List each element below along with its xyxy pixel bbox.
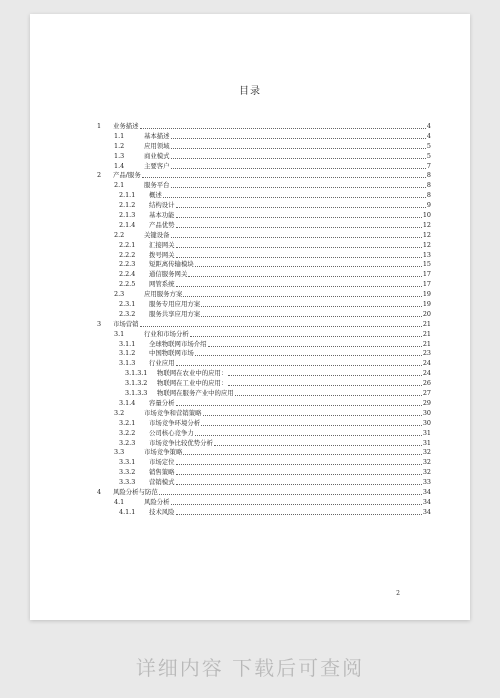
toc-entry-page: 33 <box>422 478 431 487</box>
toc-entry[interactable] <box>97 191 431 201</box>
toc-entry-number: 4.1.1 <box>119 507 136 516</box>
toc-entry-title: 汇接网关 <box>149 240 175 249</box>
toc-entry-number: 2.2.2 <box>119 250 136 259</box>
toc-entry-number: 1.2 <box>114 141 125 150</box>
toc-entry[interactable] <box>97 340 431 350</box>
toc-leader-dots <box>176 478 422 485</box>
toc-entry-page: 31 <box>422 438 431 447</box>
toc-entry-number: 2.3 <box>114 290 125 299</box>
toc-entry-number: 2.2.3 <box>119 260 136 269</box>
toc-entry[interactable] <box>97 132 431 142</box>
toc-entry-number: 3.1.4 <box>119 398 136 407</box>
toc-entry[interactable] <box>97 290 431 300</box>
toc-leader-dots <box>171 162 426 169</box>
toc-leader-dots <box>171 181 426 188</box>
toc-entry-title: 技术风险 <box>149 507 175 516</box>
toc-entry[interactable] <box>97 201 431 211</box>
toc-entry-page: 21 <box>422 339 431 348</box>
toc-leader-dots <box>203 409 422 416</box>
toc-entry-number: 2.2.1 <box>119 240 136 249</box>
toc-entry-title: 拨号网关 <box>149 250 175 259</box>
toc-entry-number: 2.1 <box>114 181 125 190</box>
toc-entry-title: 结构设计 <box>149 201 175 210</box>
toc-entry[interactable] <box>97 379 431 389</box>
toc-leader-dots <box>201 300 422 307</box>
toc-leader-dots <box>195 429 422 436</box>
toc-entry-page: 15 <box>422 260 431 269</box>
toc-entry[interactable] <box>97 231 431 241</box>
toc-entry-page: 30 <box>422 418 431 427</box>
toc-entry[interactable] <box>97 142 431 152</box>
toc-entry-page: 17 <box>422 270 431 279</box>
toc-entry-number: 1.4 <box>114 161 125 170</box>
toc-leader-dots <box>208 340 422 347</box>
toc-entry-number: 3.1.1 <box>119 339 136 348</box>
toc-entry-page: 13 <box>422 250 431 259</box>
toc-leader-dots <box>176 221 422 228</box>
toc-entry-title: 商业模式 <box>144 151 170 160</box>
toc-entry[interactable] <box>97 310 431 320</box>
toc-entry-title: 应用领域 <box>144 141 170 150</box>
page-title: 目录 <box>239 86 261 97</box>
toc-entry[interactable] <box>97 280 431 290</box>
toc-entry-number: 2.1.2 <box>119 201 136 210</box>
toc-entry-page: 27 <box>422 389 431 398</box>
toc-entry-page: 8 <box>426 171 431 180</box>
toc-entry-page: 23 <box>422 349 431 358</box>
toc-entry-page: 34 <box>422 487 431 496</box>
toc-entry[interactable] <box>97 260 431 270</box>
toc-leader-dots <box>142 171 426 178</box>
toc-leader-dots <box>171 231 422 238</box>
toc-leader-dots <box>176 280 422 287</box>
toc-entry-number: 4.1 <box>114 497 125 506</box>
toc-leader-dots <box>201 310 422 317</box>
toc-entry-number: 1.3 <box>114 151 125 160</box>
toc-leader-dots <box>140 122 426 129</box>
toc-entry-number: 3.1.3 <box>119 359 136 368</box>
page-number: 2 <box>396 590 400 597</box>
toc-entry[interactable] <box>97 320 431 330</box>
toc-entry-number: 2 <box>97 171 102 180</box>
toc-entry-page: 31 <box>422 428 431 437</box>
toc-entry-title: 物联网在工业中的应用： <box>157 379 228 388</box>
toc-entry-title: 风险分析与防范 <box>113 487 158 496</box>
toc-leader-dots <box>235 389 422 396</box>
toc-entry-title: 网管系统 <box>149 280 175 289</box>
toc-leader-dots <box>176 359 422 366</box>
toc-entry-number: 3.1.3.2 <box>125 379 148 388</box>
toc-entry-title: 主要客户 <box>144 161 170 170</box>
toc-entry-number: 4 <box>97 487 102 496</box>
toc-entry-page: 19 <box>422 300 431 309</box>
toc-entry-number: 1 <box>97 122 102 130</box>
toc-entry-title: 产品/服务 <box>113 171 141 180</box>
toc-entry-title: 物联网在农业中的应用： <box>157 369 228 378</box>
toc-entry-title: 市场营销 <box>113 319 139 328</box>
toc-entry-number: 3.2.1 <box>119 418 136 427</box>
toc-entry-title: 业务描述 <box>113 122 139 130</box>
toc-leader-dots <box>176 211 422 218</box>
toc-entry-title: 短距离传输模块 <box>149 260 194 269</box>
toc-entry-page: 7 <box>426 161 431 170</box>
toc-entry-page: 8 <box>426 181 431 190</box>
toc-entry-number: 3.1 <box>114 329 125 338</box>
toc-leader-dots <box>171 142 426 149</box>
toc-entry[interactable] <box>97 448 431 458</box>
toc-entry[interactable] <box>97 488 431 498</box>
toc-entry-number: 3.2 <box>114 408 125 417</box>
toc-entry-number: 3.1.3.1 <box>125 369 148 378</box>
toc-leader-dots <box>183 448 422 455</box>
toc-entry[interactable] <box>97 181 431 191</box>
toc-leader-dots <box>228 379 422 386</box>
toc-entry-page: 9 <box>426 201 431 210</box>
toc-entry-title: 市场定位 <box>149 458 175 467</box>
toc-entry-number: 3.2.3 <box>119 438 136 447</box>
toc-leader-dots <box>183 290 422 297</box>
toc-entry[interactable] <box>97 439 431 449</box>
toc-entry-number: 3.3.1 <box>119 458 136 467</box>
toc-leader-dots <box>176 201 426 208</box>
toc-entry-title: 销售策略 <box>149 468 175 477</box>
toc-entry-number: 2.1.3 <box>119 211 136 220</box>
toc-leader-dots <box>188 270 422 277</box>
footer-notice: 详细内容 下载后可查阅 <box>135 656 365 680</box>
toc-entry-page: 8 <box>426 191 431 200</box>
toc-entry[interactable] <box>97 508 431 518</box>
toc-leader-dots <box>228 369 422 376</box>
toc-entry-page: 34 <box>422 507 431 516</box>
toc-entry-number: 3.1.3.3 <box>125 389 148 398</box>
toc-entry-number: 2.3.1 <box>119 300 136 309</box>
toc-entry-title: 全球物联网市场介绍 <box>149 339 207 348</box>
toc-leader-dots <box>176 458 422 465</box>
toc-entry-number: 3.1.2 <box>119 349 136 358</box>
toc-entry[interactable] <box>97 270 431 280</box>
toc-entry-title: 基本描述 <box>144 131 170 140</box>
toc-entry[interactable] <box>97 409 431 419</box>
toc-entry-number: 2.1.1 <box>119 191 136 200</box>
toc-entry-title: 市场竞争和营销策略 <box>144 408 202 417</box>
toc-entry-title: 关键设备 <box>144 230 170 239</box>
toc-entry[interactable] <box>97 171 431 181</box>
toc-entry-title: 市场竞争比较优势分析 <box>149 438 213 447</box>
toc-leader-dots <box>176 241 422 248</box>
toc-entry-page: 12 <box>422 220 431 229</box>
toc-entry-page: 34 <box>422 497 431 506</box>
toc-entry-page: 21 <box>422 329 431 338</box>
toc-entry[interactable] <box>97 468 431 478</box>
toc-entry-page: 32 <box>422 448 431 457</box>
toc-entry-page: 4 <box>426 131 431 140</box>
toc-entry-title: 产品优势 <box>149 220 175 229</box>
table-of-contents <box>97 122 431 518</box>
toc-entry-page: 24 <box>422 359 431 368</box>
toc-entry-page: 12 <box>422 240 431 249</box>
toc-leader-dots <box>190 330 422 337</box>
toc-entry-number: 3.3.3 <box>119 478 136 487</box>
toc-entry-number: 2.1.4 <box>119 220 136 229</box>
toc-entry-title: 风险分析 <box>144 497 170 506</box>
toc-leader-dots <box>171 132 426 139</box>
toc-entry[interactable] <box>97 478 431 488</box>
toc-entry-page: 21 <box>422 319 431 328</box>
toc-entry-title: 行业应用 <box>149 359 175 368</box>
toc-entry[interactable] <box>97 330 431 340</box>
toc-entry-title: 应用服务方案 <box>144 290 183 299</box>
toc-entry-number: 2.2.5 <box>119 280 136 289</box>
toc-entry-number: 3.3 <box>114 448 125 457</box>
toc-leader-dots <box>171 498 422 505</box>
toc-entry-page: 12 <box>422 230 431 239</box>
toc-entry-title: 营销模式 <box>149 478 175 487</box>
toc-entry[interactable] <box>97 221 431 231</box>
toc-entry[interactable] <box>97 429 431 439</box>
toc-entry-title: 市场竞争环境分析 <box>149 418 201 427</box>
toc-entry[interactable] <box>97 369 431 379</box>
toc-entry-title: 基本功能 <box>149 211 175 220</box>
toc-entry-title: 公司核心竞争力 <box>149 428 194 437</box>
toc-entry[interactable] <box>97 458 431 468</box>
toc-leader-dots <box>176 399 422 406</box>
toc-entry-page: 29 <box>422 398 431 407</box>
toc-leader-dots <box>176 251 422 258</box>
toc-entry[interactable] <box>97 349 431 359</box>
toc-entry-page: 24 <box>422 369 431 378</box>
toc-entry-title: 中国物联网市场 <box>149 349 194 358</box>
toc-leader-dots <box>171 152 426 159</box>
toc-entry-number: 2.2.4 <box>119 270 136 279</box>
toc-leader-dots <box>176 468 422 475</box>
toc-entry[interactable] <box>97 419 431 429</box>
toc-entry-number: 1.1 <box>114 131 125 140</box>
toc-entry[interactable] <box>97 399 431 409</box>
toc-entry-page: 4 <box>426 122 431 130</box>
toc-entry[interactable] <box>97 162 431 172</box>
toc-entry-number: 3.2.2 <box>119 428 136 437</box>
toc-leader-dots <box>195 349 422 356</box>
toc-leader-dots <box>140 320 422 327</box>
toc-entry-page: 5 <box>426 141 431 150</box>
toc-entry-title: 服务共享应用方案 <box>149 309 201 318</box>
toc-entry-title: 物联网在服务产业中的应用 <box>157 389 234 398</box>
toc-entry-page: 17 <box>422 280 431 289</box>
toc-entry-number: 3 <box>97 319 102 328</box>
toc-entry[interactable] <box>97 300 431 310</box>
toc-entry-number: 2.3.2 <box>119 309 136 318</box>
toc-leader-dots <box>159 488 422 495</box>
toc-entry-page: 20 <box>422 309 431 318</box>
toc-entry-title: 概述 <box>149 191 162 200</box>
toc-entry-page: 10 <box>422 211 431 220</box>
toc-entry-page: 32 <box>422 468 431 477</box>
toc-leader-dots <box>195 260 422 267</box>
toc-entry[interactable] <box>97 152 431 162</box>
toc-entry-title: 服务平台 <box>144 181 170 190</box>
toc-leader-dots <box>163 191 426 198</box>
toc-entry-number: 3.3.2 <box>119 468 136 477</box>
toc-leader-dots <box>201 419 422 426</box>
toc-entry[interactable] <box>97 389 431 399</box>
toc-entry-page: 19 <box>422 290 431 299</box>
document-page <box>30 14 470 620</box>
toc-entry[interactable] <box>97 251 431 261</box>
toc-entry-title: 服务专用应用方案 <box>149 300 201 309</box>
toc-entry[interactable] <box>97 211 431 221</box>
toc-leader-dots <box>176 508 422 515</box>
toc-entry-page: 26 <box>422 379 431 388</box>
toc-entry-page: 32 <box>422 458 431 467</box>
toc-entry-title: 行业和市场分析 <box>144 329 189 338</box>
toc-entry-title: 通信服务网关 <box>149 270 188 279</box>
toc-entry-title: 容量分析 <box>149 398 175 407</box>
toc-entry[interactable] <box>97 498 431 508</box>
toc-entry[interactable] <box>97 241 431 251</box>
toc-entry[interactable] <box>97 122 431 132</box>
toc-entry-title: 市场竞争策略 <box>144 448 183 457</box>
toc-leader-dots <box>214 439 422 446</box>
toc-entry-number: 2.2 <box>114 230 125 239</box>
toc-entry-page: 30 <box>422 408 431 417</box>
toc-entry-page: 5 <box>426 151 431 160</box>
toc-entry[interactable] <box>97 359 431 369</box>
